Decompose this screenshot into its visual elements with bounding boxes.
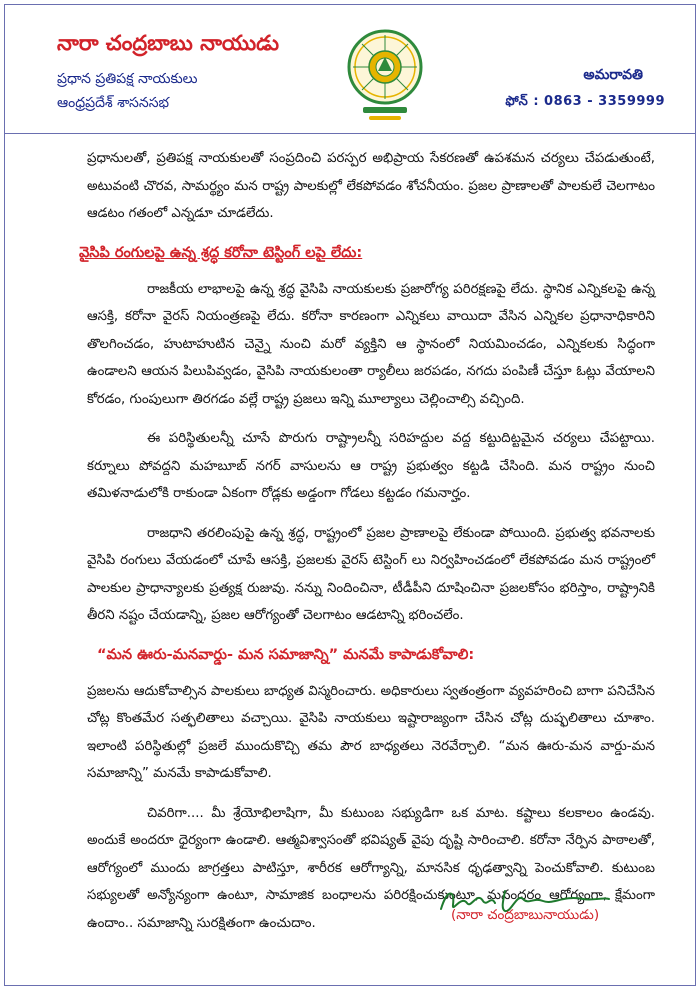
paragraph-5: ప్రజలను ఆదుకోవాల్సిన పాలకులు బాధ్యత విస్మరించారు. అధికారులు స్వతంత్రంగా వ్యవహరించి బాగా పనిచేసిన చోట్ల కొంతమేర సత్ఫలితాలు వచ్చాయి. వైసిపి నాయకులు ఇష్టారాజ్యంగా చేసిన చోట్ల దుష్ఫలితాలు చూశాం. ఇలాంటి పరిస్థితుల్లో ప్రజలే ముందుకొచ్చి తమ పౌర బాధ్యతలు నెరవేర్చాలి. “మన ఊరు-మన వార్డు-మన సమాజాన్ని” మనమే కాపాడుకోవాలి.	[87, 683, 655, 781]
paragraph-6: చివరిగా.... మీ శ్రేయోభిలాషిగా, మీ కుటుంబ సభ్యుడిగా ఒక మాట. కష్టాలు కలకాలం ఉండవు. అందుకే అందరూ ధైర్యంగా ఉండాలి. ఆత్మవిశ్వాసంతో భవిష్యత్ వైపు దృష్టి సారించాలి. కరోనా నేర్పిన పాఠాలతో, ఆరోగ్యంలో ముందు జాగ్రత్తలు పాటిస్తూ, శారీరక ఆరోగ్యాన్ని, మానసిక ధృఢత్వాన్ని పెంచుకోవాలి. కుటుంబ సభ్యులతో అన్యోన్యంగా ఉంటూ, సామాజిక బంధాలను పరిరక్షించుకుంటూ, మనందరం ఆరోగ్యంగా, క్షేమంగా ఉందాం.. సమాజాన్ని సురక్షితంగా ఉంచుదాం.	[87, 805, 655, 931]
signatory-name: (నారా చంద్రబాబునాయుడు)	[451, 907, 600, 923]
designation-line-1: ప్రధాన ప్రతిపక్ష నాయకులు	[57, 71, 198, 87]
author-name: నారా చంద్రబాబు నాయుడు	[57, 31, 279, 55]
header-divider	[5, 133, 695, 134]
paragraph-4: రాజధాని తరలింపుపై ఉన్న శ్రద్ధ, రాష్ట్రంలో ప్రజల ప్రాణాలపై లేకుండా పోయింది. ప్రభుత్వ భవనాలకు వైసిపి రంగులు వేయడంలో చూపే ఆసక్తి, ప్రజలకు వైరస్ టెస్టింగ్ లు నిర్వహించడంలో లేకపోవడం మన రాష్ట్రంలో పాలకుల ప్రాధాన్యాలకు ప్రత్యక్ష రుజువు. నన్ను నిందించినా, టీడీపీని దూషించినా ప్రజలకోసం భరిస్తాం, రాష్ట్రానికి తీరని నష్టం చేయడాన్ని, ప్రజల ఆరోగ్యంతో చెలగాటం ఆడటాన్ని భరించలేం.	[87, 525, 655, 623]
phone-number: ఫోన్ : 0863 - 3359999	[505, 94, 665, 109]
press-release-page	[4, 4, 696, 986]
section-heading-2: “మన ఊరు-మనవార్డు- మన సమాజాన్ని” మనమే కాపాడుకోవాలి:	[97, 646, 475, 663]
author-designation	[57, 67, 197, 115]
designation-line-2: ఆంధ్రప్రదేశ్ శాసనసభ	[57, 95, 170, 111]
emblem-icon	[345, 25, 425, 125]
place-label: అమరావతి	[583, 67, 643, 83]
letter-body	[79, 145, 655, 949]
letterhead	[5, 5, 695, 137]
paragraph-2: రాజకీయ లాభాలపై ఉన్న శ్రద్ధ వైసిపి నాయకులకు ప్రజారోగ్య పరిరక్షణపై లేదు. స్థానిక ఎన్నికలపై ఉన్న ఆసక్తి, కరోనా వైరస్ నియంత్రణపై లేదు. కరోనా కారణంగా ఎన్నికలు వాయిదా వేసిన ఎన్నికల ప్రధానాధికారిని తొలగించడం, హుటాహుటిన చెన్నై నుంచి మరో వ్యక్తిని ఆ స్థానంలో నియమించడం, ఎన్నికలకు సిద్ధంగా ఉండాలని ఆయన పిలుపివ్వడం, వైసిపి నాయకులంతా ర్యాలీలు జరపడం, నగదు పంపిణీ చేస్తూ ఓట్లు వేయాలని కోరడం, గుంపులుగా తిరగడం వల్లే రాష్ట్ర ప్రజలు ఇన్ని మూల్యాలు చెల్లించాల్సి వచ్చింది.	[87, 281, 655, 407]
section-heading-1: వైసిపి రంగులపై ఉన్న శ్రద్ధ కరోనా టెస్టింగ్ లపై లేదు:	[79, 244, 363, 261]
paragraph-1: ప్రధానులతో, ప్రతిపక్ష నాయకులతో సంప్రదించి పరస్పర అభిప్రాయ సేకరణతో ఉపశమన చర్యలు చేపడుతుంటే, అటువంటి చొరవ, సామర్థ్యం మన రాష్ట్ర పాలకుల్లో లేకపోవడం శోచనీయం. ప్రజల ప్రాణాలతో పాలకులే చెలగాటం ఆడటం గతంలో ఎన్నడూ చూడలేదు.	[87, 151, 655, 221]
paragraph-3: ఈ పరిస్థితులన్నీ చూసే పొరుగు రాష్ట్రాలన్నీ సరిహద్దుల వద్ద కట్టుదిట్టమైన చర్యలు చేపట్టాయి. కర్నూలు పోవద్దని మహబూబ్ నగర్ వాసులను ఆ రాష్ట్ర ప్రభుత్వం కట్టడి చేసింది. మన రాష్ట్రం నుంచి తమిళనాడులోకి రాకుండా ఏకంగా రోడ్లకు అడ్డంగా గోడలు కట్టడం గమనార్హం.	[87, 431, 655, 501]
